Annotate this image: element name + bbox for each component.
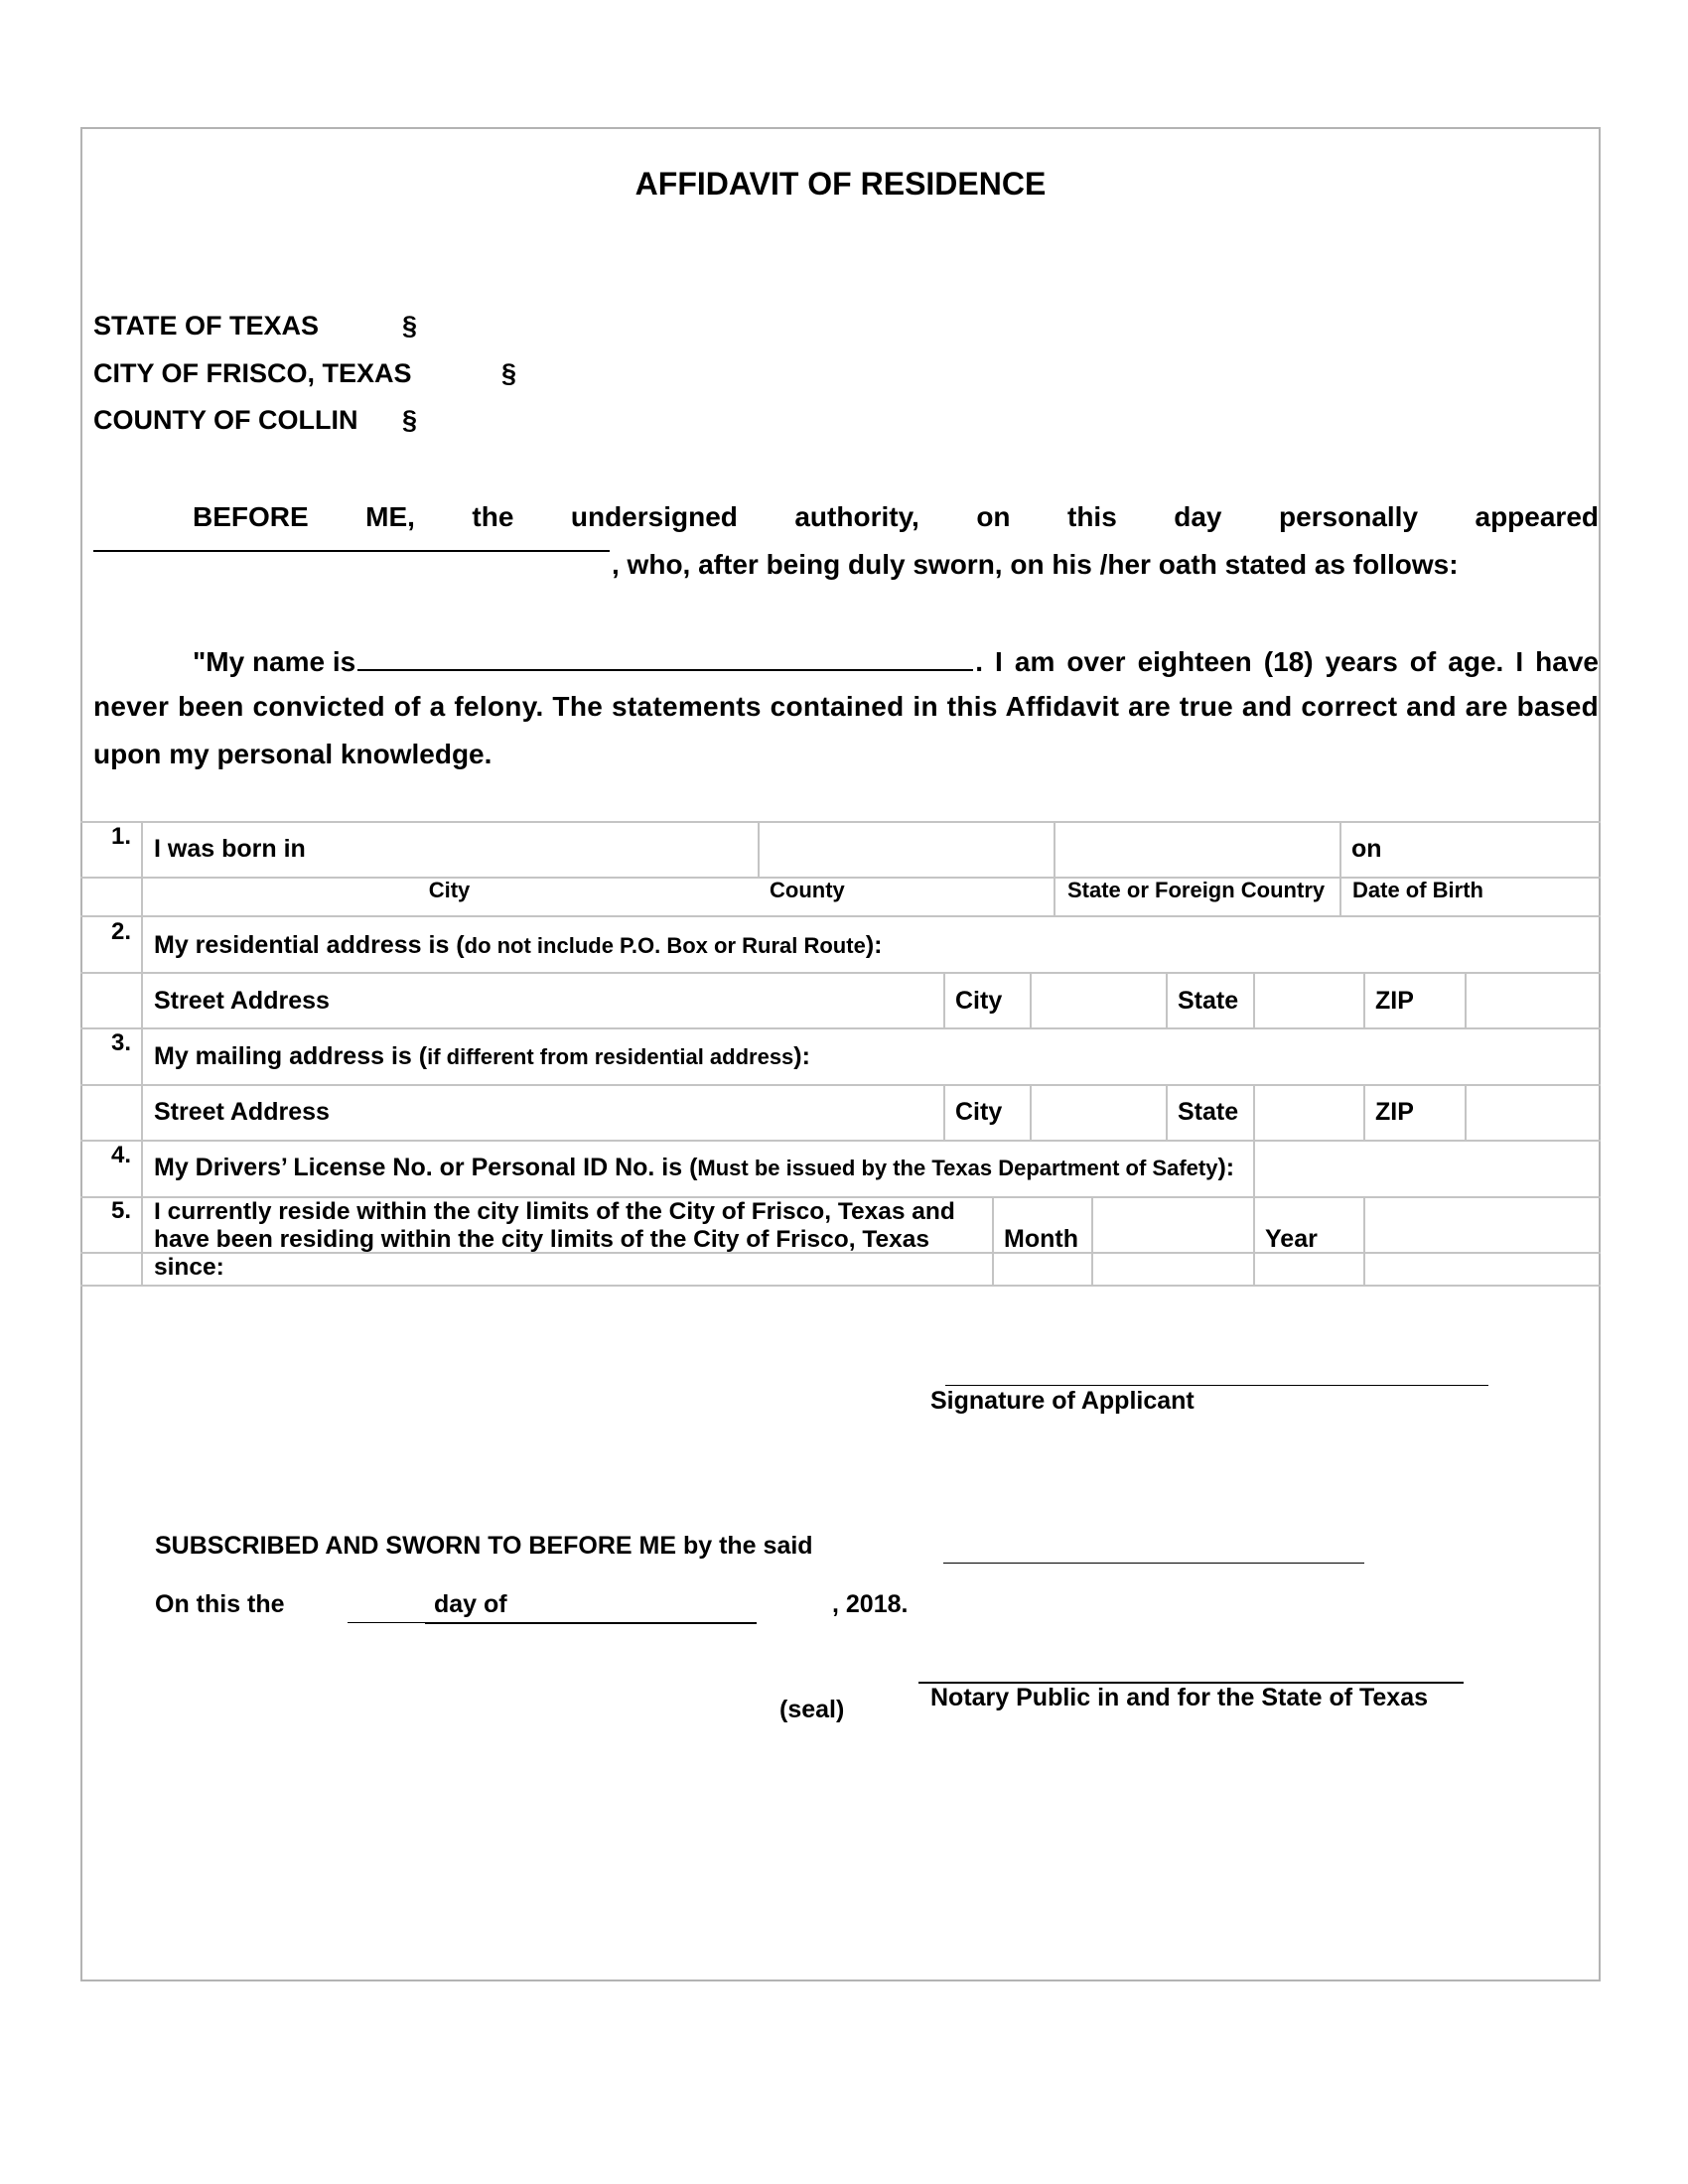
venue-county [93, 405, 358, 436]
before-me-tail: , who, after being duly sworn, on his /her oath stated as follows: [612, 549, 1459, 580]
word: appeared [1475, 501, 1599, 532]
statement-line2: never been convicted of a felony. The statements contained in this Affidavit are true and correct and are based [93, 691, 1599, 722]
venue-state [93, 311, 319, 341]
word: on [976, 501, 1011, 532]
statement-after-blank: . I am over eighteen (18) years of age. I have [975, 646, 1599, 677]
day-blank[interactable] [348, 1622, 425, 1623]
license-label [154, 1154, 1234, 1182]
mailing-city-field[interactable] [1032, 1086, 1164, 1138]
mailing-state-field[interactable] [1255, 1086, 1361, 1138]
notary-label: Notary Public in and for the State of Texas [930, 1684, 1429, 1711]
on-this-label: On this the [155, 1590, 285, 1618]
sub-dob-label: Date of Birth [1352, 878, 1483, 902]
word: the [472, 501, 514, 532]
table-col-rule [1166, 1084, 1168, 1140]
label-note: do not include P.O. Box or Rural Route [464, 933, 866, 958]
label-close: ): [865, 931, 883, 959]
city-label: City [955, 1098, 1003, 1126]
mailing-zip-field[interactable] [1467, 1086, 1599, 1138]
label-note: if different from residential address [427, 1044, 794, 1069]
table-col-rule [1363, 972, 1365, 1027]
residential-zip-field[interactable] [1467, 974, 1599, 1025]
word: BEFORE [193, 501, 309, 532]
day-of-label: day of [434, 1590, 507, 1618]
statement-line1 [193, 643, 1599, 678]
word: this [1067, 501, 1117, 532]
table-rule [80, 1285, 1601, 1287]
word: personally [1278, 501, 1419, 532]
affiant-name-blank[interactable] [93, 550, 610, 552]
year-label: , 2018. [832, 1590, 909, 1618]
label-text: My mailing address is ( [154, 1042, 428, 1070]
row-number: 3. [110, 1029, 131, 1056]
zip-label: ZIP [1375, 1098, 1414, 1126]
sub-city-label: City [428, 878, 471, 902]
birth-state-field[interactable] [1055, 823, 1337, 875]
table-rule [80, 915, 1601, 917]
sub-county-label: County [770, 878, 845, 902]
section-mark: § [402, 311, 418, 341]
birth-county-field[interactable] [760, 823, 1052, 875]
table-rule [80, 1084, 1601, 1086]
word: ME, [365, 501, 415, 532]
table-col-rule [1339, 821, 1341, 915]
residential-address-label [154, 931, 882, 960]
table-col-rule [1166, 972, 1168, 1027]
row-number: 2. [110, 918, 131, 945]
residential-state-field[interactable] [1255, 974, 1361, 1025]
state-label: State [1178, 1098, 1239, 1126]
my-name-blank[interactable] [357, 643, 973, 671]
year-label: Year [1265, 1225, 1318, 1253]
label-text: My Drivers’ License No. or Personal ID No. is ( [154, 1154, 698, 1181]
month-field[interactable] [1093, 1198, 1251, 1283]
mailing-address-label [154, 1042, 810, 1071]
before-me-line [93, 501, 1599, 533]
table-rule [80, 1027, 1601, 1029]
on-label: on [1351, 835, 1382, 863]
label-text: My residential address is ( [154, 931, 465, 959]
table-col-rule [1253, 1196, 1255, 1285]
affiant-name-sworn-line[interactable] [943, 1563, 1364, 1564]
table-col-rule [1363, 1084, 1365, 1140]
subscribed-label: SUBSCRIBED AND SWORN TO BEFORE ME by the said [155, 1532, 813, 1560]
month-blank[interactable] [425, 1622, 757, 1624]
document-title: AFFIDAVIT OF RESIDENCE [634, 166, 1047, 202]
section-mark: § [402, 405, 418, 435]
label-note: Must be issued by the Texas Department of Safety [697, 1156, 1218, 1180]
license-number-field[interactable] [1255, 1142, 1599, 1194]
row-number: 5. [110, 1197, 131, 1224]
reside-since-label [154, 1198, 955, 1282]
word: undersigned [570, 501, 738, 532]
table-col-rule [943, 1084, 945, 1140]
label-line: since: [154, 1254, 224, 1281]
zip-label: ZIP [1375, 987, 1414, 1015]
label-close: ): [1217, 1154, 1235, 1181]
venue-city-label: CITY OF FRISCO, TEXAS [93, 358, 412, 388]
table-rule [80, 972, 1601, 974]
city-label: City [955, 987, 1003, 1015]
row-number: 4. [110, 1142, 131, 1168]
label-line: have been residing within the city limits of the City of Frisco, Texas [154, 1226, 929, 1253]
street-address-label: Street Address [154, 987, 330, 1015]
sub-state-label: State or Foreign Country [1067, 878, 1326, 902]
row-number: 1. [110, 823, 131, 850]
table-col-rule [992, 1196, 994, 1285]
seal-label: (seal) [779, 1696, 845, 1723]
residential-city-field[interactable] [1032, 974, 1164, 1025]
applicant-signature-label: Signature of Applicant [930, 1387, 1195, 1415]
venue-state-label: STATE OF TEXAS [93, 311, 320, 341]
statement-lead: "My name is [193, 646, 356, 677]
label-close: ): [793, 1042, 810, 1070]
table-col-rule [943, 972, 945, 1027]
street-address-label: Street Address [154, 1098, 330, 1126]
month-label: Month [1004, 1225, 1078, 1253]
label-line: I currently reside within the city limits of the City of Frisco, Texas and [154, 1198, 955, 1225]
year-field[interactable] [1365, 1198, 1599, 1283]
state-label: State [1178, 987, 1239, 1015]
venue-county-label: COUNTY OF COLLIN [93, 405, 358, 435]
section-mark: § [501, 358, 517, 388]
statement-line3: upon my personal knowledge. [93, 739, 492, 769]
born-in-label: I was born in [154, 835, 306, 863]
venue-city [93, 358, 412, 389]
word: authority, [794, 501, 919, 532]
word: day [1174, 501, 1222, 532]
applicant-signature-line[interactable] [945, 1385, 1488, 1386]
